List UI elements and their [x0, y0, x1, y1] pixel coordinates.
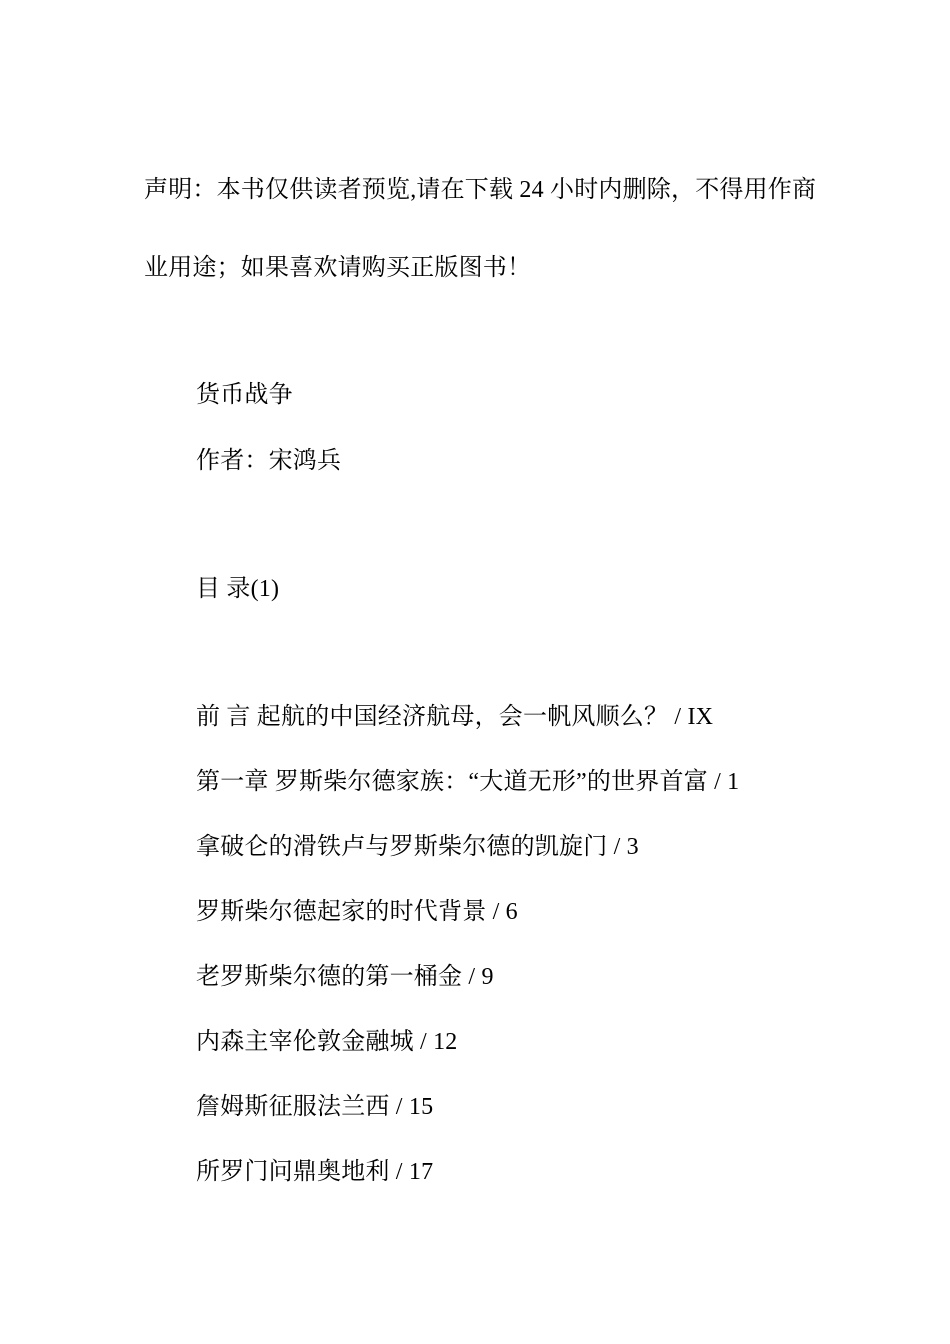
- disclaimer-line-2: 业用途；如果喜欢请购买正版图书！: [144, 255, 532, 281]
- toc-item: 詹姆斯征服法兰西 / 15: [196, 1094, 434, 1120]
- disclaimer-line-1: 声明：本书仅供读者预览,请在下载 24 小时内删除，不得用作商: [144, 177, 817, 203]
- toc-item: 罗斯柴尔德起家的时代背景 / 6: [196, 899, 518, 925]
- toc-item: 拿破仑的滑铁卢与罗斯柴尔德的凯旋门 / 3: [196, 834, 639, 860]
- toc-item: 所罗门问鼎奥地利 / 17: [196, 1159, 434, 1185]
- toc-item-preface: 前 言 起航的中国经济航母，会一帆风顺么？ / IX: [196, 704, 714, 730]
- toc-item-chapter-1: 第一章 罗斯柴尔德家族：“大道无形”的世界首富 / 1: [196, 769, 740, 795]
- toc-item: 内森主宰伦敦金融城 / 12: [196, 1029, 458, 1055]
- book-author: 作者：宋鸿兵: [196, 448, 342, 474]
- toc-heading: 目 录(1): [196, 576, 280, 602]
- toc-item: 老罗斯柴尔德的第一桶金 / 9: [196, 964, 494, 990]
- book-title: 货币战争: [196, 382, 293, 408]
